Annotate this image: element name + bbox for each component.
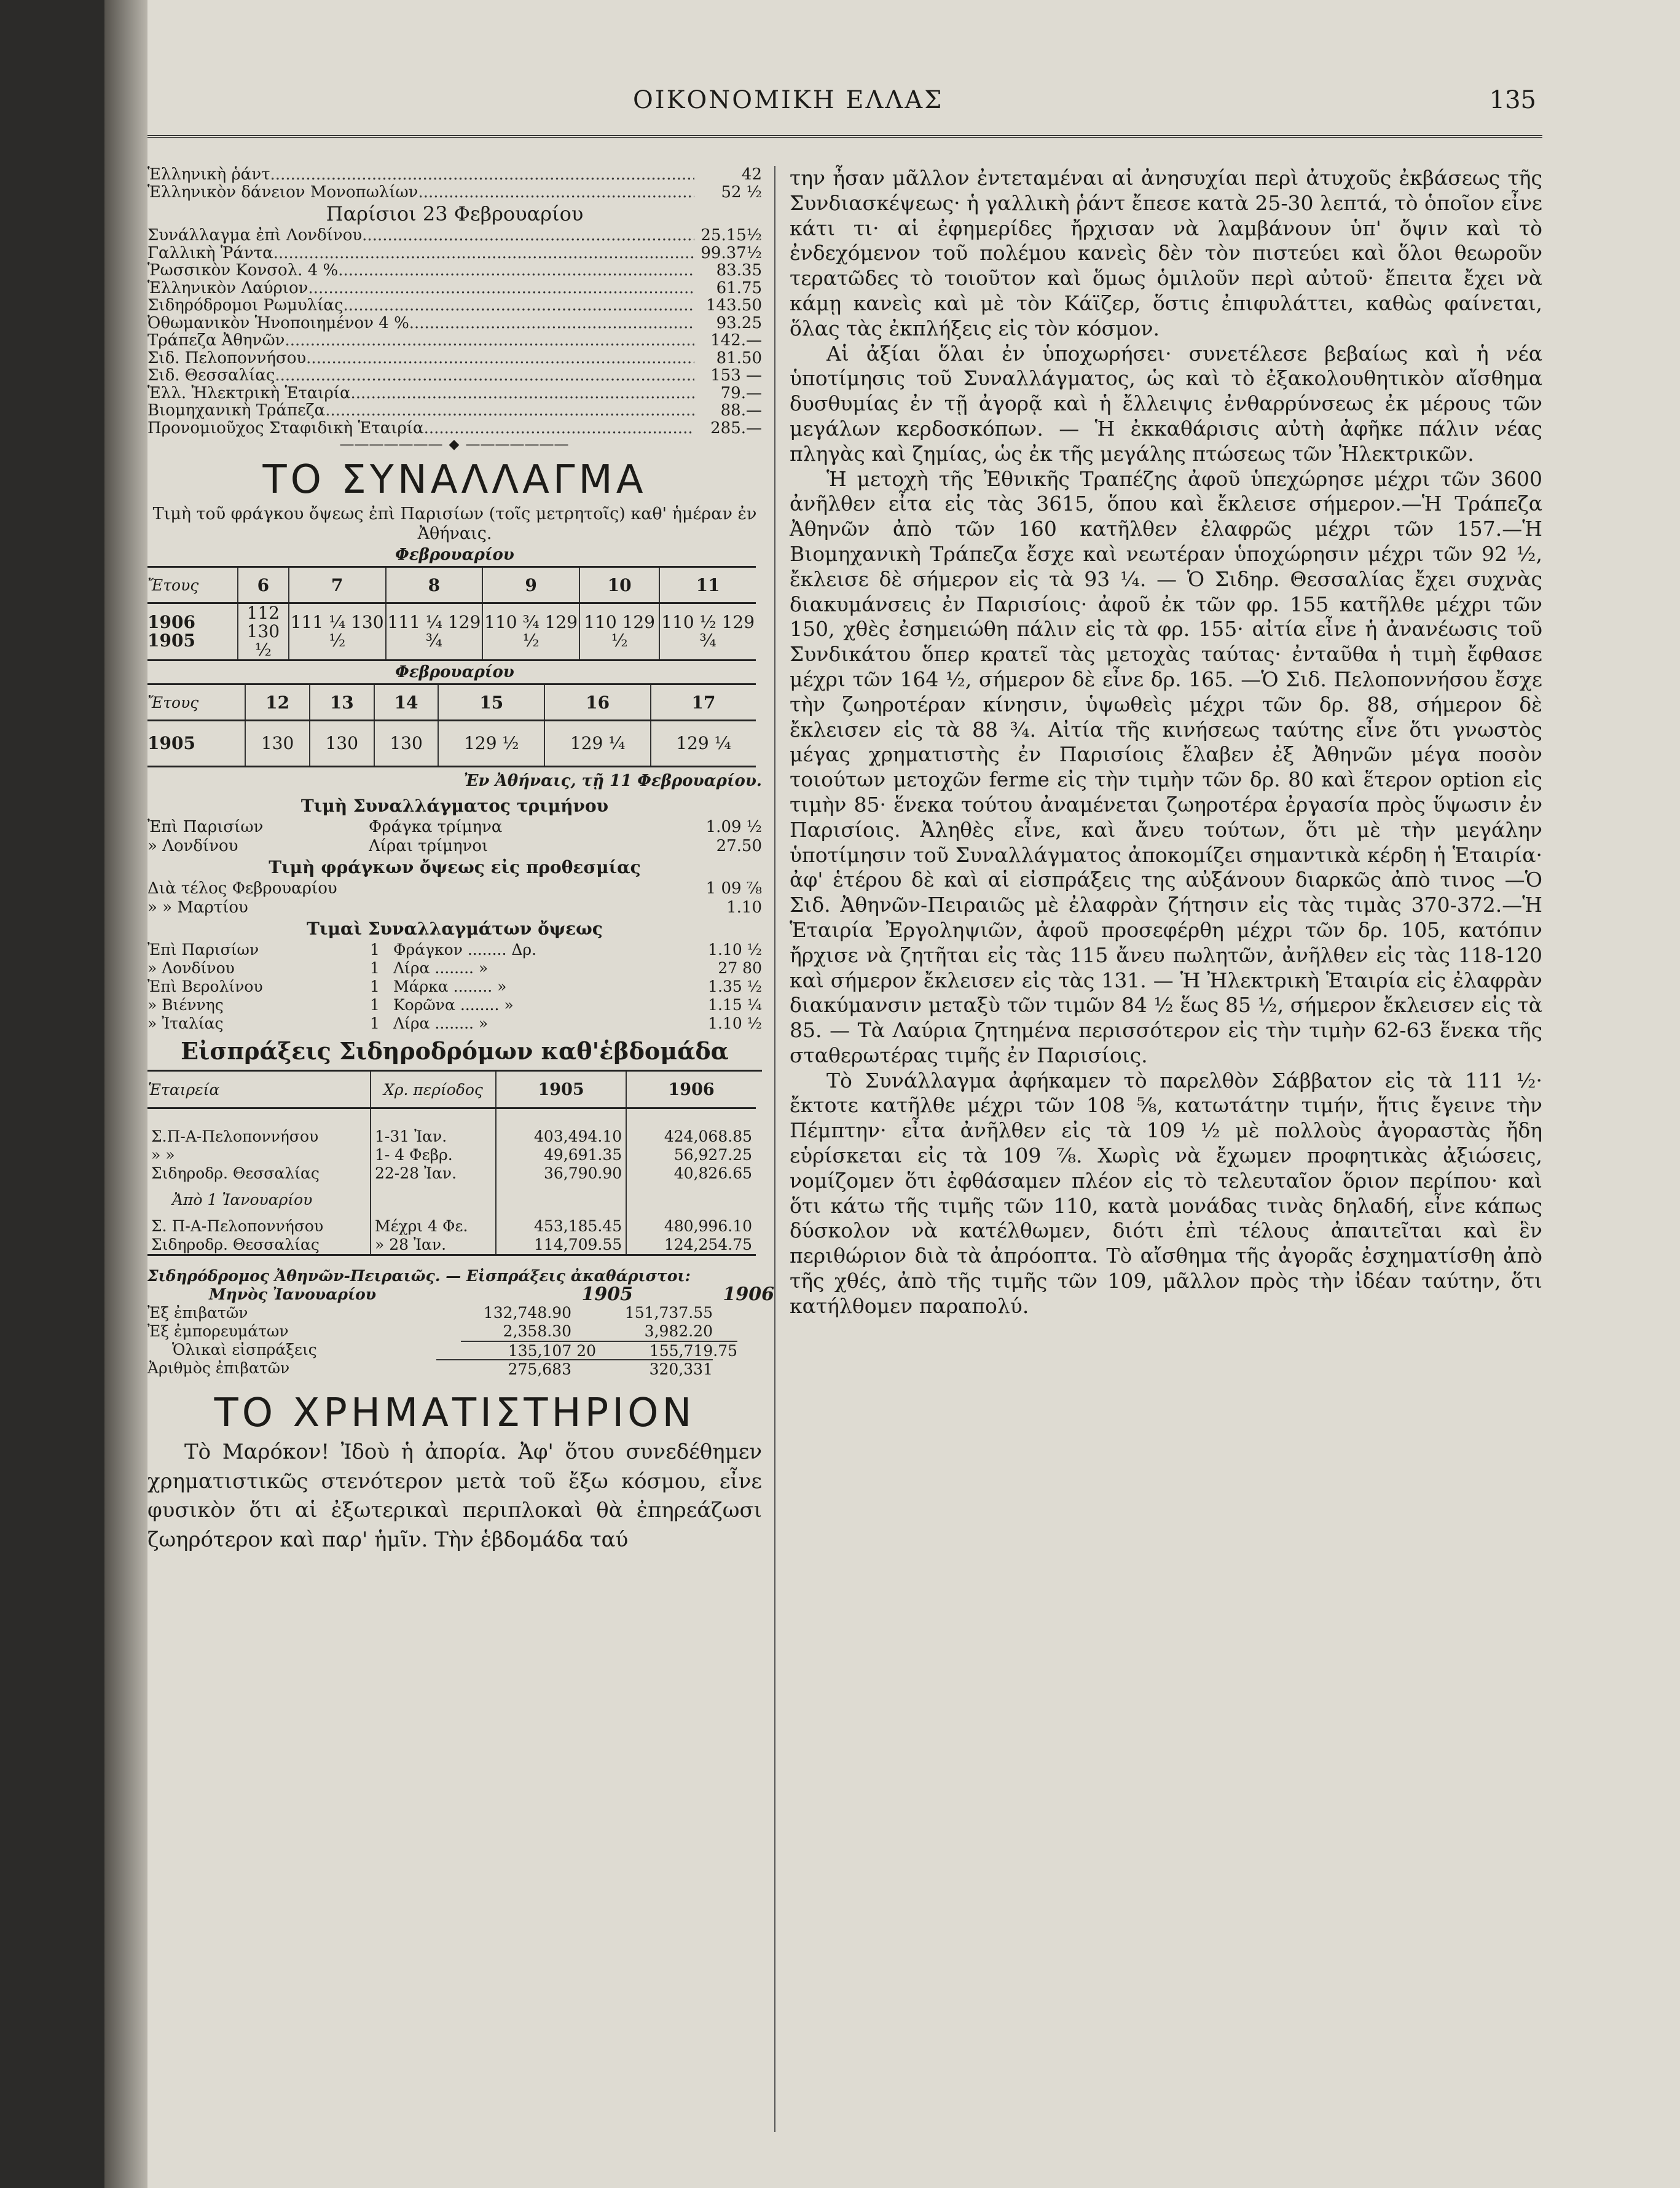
quote-row: Προνομιοῦχος Σταφιδικὴ Ἑταιρία ..... 285.— bbox=[147, 420, 762, 437]
day-header: 10 bbox=[579, 567, 659, 603]
section-title-synallagma: ΤΟ ΣΥΝΑΛΛΑΓΜΑ bbox=[262, 457, 647, 503]
quote-row: Γαλλικὴ Ῥάντα ..... 99.37½ bbox=[147, 245, 762, 262]
quote-row: Σιδ. Θεσσαλίας ..... 153 — bbox=[147, 367, 762, 385]
year-header: Ἔτους bbox=[147, 684, 245, 721]
day-header: 17 bbox=[651, 684, 756, 721]
rate-cell: 130 bbox=[374, 721, 439, 767]
quote-row: Τράπεζα Ἀθηνῶν ..... 142.— bbox=[147, 332, 762, 350]
left-column bbox=[147, 165, 774, 1555]
rate-row: » Λονδίνου 1 Λίρα ........ » 27 80 bbox=[147, 959, 762, 977]
dateline: Ἐν Ἀθήναις, τῇ 11 Φεβρουαρίου. bbox=[463, 772, 762, 790]
quote-row: Συνάλλαγμα ἐπὶ Λονδίνου ..... 25.15½ bbox=[147, 227, 762, 245]
rate-row: » Λονδίνου Λίραι τρίμηνοι 27.50 bbox=[147, 837, 762, 855]
rate-cell: 129 ½ bbox=[438, 721, 544, 767]
rate-row: » » Μαρτίου 1.10 bbox=[147, 898, 762, 917]
year-row: Μηνὸς Ἰανουαρίου 1905 1906 bbox=[209, 1284, 774, 1305]
rate-row: Ἐπὶ Παρισίων 1 Φράγκον ........ Δρ. 1.10 ½ bbox=[147, 941, 762, 959]
table-row: Ἐξ ἐπιβατῶν 132,748.90 151,737.55 bbox=[147, 1304, 713, 1322]
athens-piraeus-heading: Σιδηρόδρομος Ἀθηνῶν-Πειραιῶς. — Εἰσπράξεις ἀκαθάριστοι: bbox=[147, 1267, 691, 1285]
railway-receipts-table bbox=[147, 1072, 756, 1256]
table-row: Ἀριθμὸς ἐπιβατῶν 275,683 320,331 bbox=[147, 1359, 713, 1378]
table-row: Σιδηροδρ. Θεσσαλίας 22-28 Ἰαν. 36,790.90 40,826.65 bbox=[147, 1164, 756, 1183]
quote-row: Ἑλληνικὸν δάνειον Μονοπωλίων ..... 52 ½ bbox=[147, 184, 762, 202]
rate-cell: 111 ¼ 129 ¾ bbox=[386, 603, 483, 661]
day-header: 14 bbox=[374, 684, 439, 721]
exchange-table-1 bbox=[147, 566, 756, 661]
day-header: 8 bbox=[386, 567, 483, 603]
paris-quotes bbox=[147, 227, 762, 437]
header-rule bbox=[147, 135, 1542, 138]
col-header: 1906 bbox=[626, 1072, 756, 1108]
quote-row: Ἑλληνικὴ ῥάντ ..... 42 bbox=[147, 166, 762, 184]
table-row: Ὁλικαὶ εἰσπράξεις 135,107 20 155,719.75 bbox=[172, 1341, 737, 1360]
right-column bbox=[790, 166, 1542, 1319]
day-header: 9 bbox=[482, 567, 579, 603]
ornament-divider: ――――――― ◆ ――――――― bbox=[340, 437, 570, 452]
year-cell: 1906 1905 bbox=[147, 603, 238, 661]
quote-row: Ὀθωμανικὸν Ἡνοποιημένον 4 % ..... 93.25 bbox=[147, 315, 762, 332]
page-number: 135 bbox=[1489, 86, 1536, 114]
rate-cell: 129 ¼ bbox=[651, 721, 756, 767]
rate-row: » Ἰταλίας 1 Λίρα ........ » 1.10 ½ bbox=[147, 1014, 762, 1032]
synallagma-caption: Τιμὴ τοῦ φράγκου ὄψεως ἐπὶ Παρισίων (τοῖς μετρητοῖς) καθ' ἡμέραν ἐν Ἀθήναις. bbox=[152, 504, 757, 543]
year-cell: 1905 bbox=[147, 721, 245, 767]
rate-cell: 130 bbox=[310, 721, 374, 767]
quote-row: Ἑλληνικὸν Λαύριον ..... 61.75 bbox=[147, 280, 762, 297]
running-header bbox=[147, 86, 1536, 129]
rate-cell: 129 ¼ bbox=[544, 721, 651, 767]
day-header: 11 bbox=[659, 567, 756, 603]
paris-heading: Παρίσιοι 23 Φεβρουαρίου bbox=[326, 202, 584, 225]
year-header: Ἔτους bbox=[147, 567, 238, 603]
day-header: 7 bbox=[289, 567, 386, 603]
rate-row: Ἐπὶ Βερολίνου 1 Μάρκα ........ » 1.35 ½ bbox=[147, 978, 762, 995]
page-gutter bbox=[104, 0, 147, 2188]
quote-row: Σιδ. Πελοποννήσου ..... 81.50 bbox=[147, 350, 762, 367]
rate-row: » Βιέννης 1 Κορῶνα ........ » 1.15 ¼ bbox=[147, 996, 762, 1014]
rate-row: Διὰ τέλος Φεβρουαρίου 1 09 ⅞ bbox=[147, 879, 762, 898]
quote-row: Σιδηρόδρομοι Ρωμυλίας ..... 143.50 bbox=[147, 297, 762, 315]
body-paragraph: Τὸ Συνάλλαγμα ἀφήκαμεν τὸ παρελθὸν Σάββατον εἰς τὰ 111 ½· ἔκτοτε κατῆλθε μέχρι τῶν 108 ⅝, κατωτάτην τιμήν, ἥτις ἔγεινε τὴν Πέμπτην· εἶτα ἀνῆλθεν εἰς τὰ 109 ½ μὲ πολλοὺς ἀγοραστὰς ἤδη εὑρίσκεται εἰς τὰ 109 ⅞. Χωρὶς νὰ ἔχωμεν προφητικὰς ἀξιώσεις, νομίζομεν ὅτι ἐφθάσαμεν πλέον εἰς τὸ τελευταῖον ὅριον περίπου· καὶ ὅτι κάτω τῆς τιμῆς τῶν 110, κατὰ μονάδας τινὰς δηλαδή, εἶνε κάπως δύσκολον νὰ κατέλθωμεν, διότι ἐπὶ τέλους ἀπαιτεῖται καὶ ἓν περιθώριον διὰ τὰ ἀπρόοπτα. Τὸ αἴσθημα τῆς ἀγορᾶς ἐσχηματίσθη ἀπὸ τῆς χθές, ἀπὸ τῆς τιμῆς τῶν 109, μᾶλλον πρὸς τὴν ἰδέαν ταύτην, ὅτι κατήλθομεν παραπολύ. bbox=[790, 1068, 1542, 1318]
body-paragraph: την ἦσαν μᾶλλον ἐντεταμέναι αἱ ἀνησυχίαι περὶ ἀτυχοῦς ἐκβάσεως τῆς Συνδιασκέψεως· ἡ γαλλικὴ ῥάντ ἔπεσε κατὰ 25-30 λεπτά, τὸ ὁποῖον εἶνε κάτι τι· αἱ ἐφημερίδες ἤρχισαν νὰ λαμβάνουν ὑπ' ὄψιν καὶ τὸ ἐνδεχόμενον τοῦ πολέμου κανεὶς δὲν τὸν πιστεύει καὶ ὅλοι θεωροῦν τερατῶδες τὸ τοιοῦτον καὶ ὅμως ὁμιλοῦν περὶ αὐτοῦ· ἔπειτα ἔχει νὰ κάμῃ κανεὶς καὶ μὲ τὸν Κάϊζερ, ὅστις ἐπιφυλάττει, καθὼς φαίνεται, ὅλας τὰς ἐκπλήξεις εἰς τὸν κόσμον. bbox=[790, 166, 1542, 340]
rate-cell: 111 ¼ 130 ½ bbox=[289, 603, 386, 661]
day-header: 13 bbox=[310, 684, 374, 721]
month-label: Φεβρουαρίου bbox=[395, 663, 514, 681]
rate-cell: 112 130 ½ bbox=[238, 603, 289, 661]
table-row: Σ.Π-Α-Πελοποννήσου 1-31 Ἰαν. 403,494.10 424,068.85 bbox=[147, 1127, 756, 1146]
body-paragraph: Ἡ μετοχὴ τῆς Ἐθνικῆς Τραπέζης ἀφοῦ ὑπεχώρησε μέχρι τῶν 3600 ἀνῆλθεν εἶτα εἰς τὰς 3615, ὅπου καὶ ἔκλεισε σήμερον.—Ἡ Τράπεζα Ἀθηνῶν ἀπὸ τῶν 160 κατῆλθεν ἐλαφρῶς μέχρι τῶν 157.—Ἡ Βιομηχανικὴ Τράπεζα ἔσχε καὶ νεωτέραν ὑποχώρησιν μέχρι τῶν 92 ½, ἔκλεισε δὲ σήμερον εἰς τὰ 93 ¼. — Ὁ Σιδηρ. Θεσσαλίας ἔχει συχνὰς διακυμάνσεις ἐν Παρισίοις· ἀφοῦ ἐκ τῶν φρ. 155 κατῆλθε μέχρι τῶν 150, χθὲς ἐσημειώθη πάλιν εἰς τὰ φρ. 155· αἰτία εἶνε ἡ ἀνανέωσις τοῦ Συνδικάτου ὅπερ κρατεῖ τὰς μετοχὰς ταύτας· ἐνταῦθα ἡ τιμὴ ἔφθασε μέχρι τῶν 164 ½, σήμερον δὲ εἶνε δρ. 165. —Ὁ Σιδ. Πελοποννήσου ἔσχε τὴν ζωηροτέραν κίνησιν, ὑψωθεὶς μέχρι τῶν δρ. 88, σήμερον δὲ ἔκλεισεν εἰς τὰ 88 ¾. Αἰτία τῆς κινήσεως ταύτης εἶνε ὅτι γνωστὸς μέγας χρηματιστὴς ἐν Παρισίοις ἔλαβεν ἐξ Ἀθηνῶν μέγα ποσὸν τοιούτων μετοχῶν ferme εἰς τὴν τιμὴν τῶν δρ. 80 καὶ ἕτερον option εἰς τιμὴν 85· ἕνεκα τούτου ἀναμένεται ζωηροτέρα ἐργασία πρὸς ὕψωσιν ἐν Παρισίοις. Ἀληθὲς εἶνε, καὶ ἄνευ τούτων, ὅτι μὲ τὴν μεγάλην ὑποτίμησιν τοῦ Συναλλάγματος ἀποκομίζει σημαντικὰ κέρδη ἡ Ἑταιρία· ἀφ' ἑτέρου δὲ καὶ αἱ εἰσπράξεις της αὐξάνουν διαρκῶς ἀπὸ τινος —Ὁ Σιδ. Ἀθηνῶν-Πειραιῶς μὲ ἐλαφρὰν ζήτησιν εἰς τὰς τιμὰς 370-372.—Ἡ Ἑταιρία Ἐργοληψιῶν, ἀφοῦ προσεφέρθη μέχρι τῶν δρ. 105, κατόπιν ἤρχισε νὰ ζητῆται εἰς τὰς 115 ἄνευ πωλητῶν, ἀνῆλθεν εἰς τὰς 118-120 καὶ σήμερον ἔκλεισεν εἰς τὰς 131. — Ἡ Ἠλεκτρικὴ Ἑταιρία εἰς ἐλαφρὰν διακύμανσιν μεταξὺ τῶν τιμῶν 84 ½ ἕως 85 ½, σήμερον ἔκλεισεν εἰς τὰ 85. — Τὰ Λαύρια ζητημένα περισσότερον εἰς τὴν τιμὴν 62-63 ἕνεκα τῆς σταθερωτέρας τιμῆς ἐν Παρισίοις. bbox=[790, 466, 1542, 1067]
day-header: 6 bbox=[238, 567, 289, 603]
rate-cell: 110 ¾ 129 ½ bbox=[482, 603, 579, 661]
col-header: 1905 bbox=[496, 1072, 626, 1108]
month-label: Φεβρουαρίου bbox=[395, 546, 514, 564]
body-paragraph: Τὸ Μαρόκον! Ἰδοὺ ἡ ἀπορία. Ἀφ' ὅτου συνεδέθημεν χρηματιστικῶς στενότερον μετὰ τοῦ ἔξω κόσμου, εἶνε φυσικὸν ὅτι αἱ ἐξωτερικαὶ περιπλοκαὶ θὰ ἐπηρεάζωσι ζωηρότερον καὶ παρ' ἡμῖν. Τὴν ἑβδομάδα ταύ bbox=[147, 1440, 762, 1552]
rate-cell: 110 129 ½ bbox=[579, 603, 659, 661]
body-paragraph: Αἱ ἀξίαι ὅλαι ἐν ὑποχωρήσει· συνετέλεσε βεβαίως καὶ ἡ νέα ὑποτίμησις τοῦ Συναλλάγματος, ὡς καὶ τὸ ἐξακολουθητικὸν αἴσθημα δυσθυμίας ἐν τῇ ἀγορᾷ καὶ ἡ ἔλλειψις ἐνθαρρύνσεως ἐκ μέρους τῶν μεγάλων κερδοσκόπων. — Ἡ ἐκκαθάρισις αὐτὴ ἀφῆκε πάλιν νέας πληγὰς καὶ ζημίας, ὡς ἐκ τῆς μεγάλης πτώσεως τῶν Ἠλεκτρικῶν. bbox=[790, 341, 1542, 466]
table-row: » » 1- 4 Φεβρ. 49,691.35 56,927.25 bbox=[147, 1146, 756, 1164]
journal-title: ΟΙΚΟΝΟΜΙΚΗ ΕΛΛΑΣ bbox=[633, 86, 944, 114]
rate-row: Ἐπὶ Παρισίων Φράγκα τρίμηνα 1.09 ½ bbox=[147, 818, 762, 836]
day-header: 15 bbox=[438, 684, 544, 721]
rate-cell: 130 bbox=[245, 721, 310, 767]
table-row: Ἐξ ἐμπορευμάτων 2,358.30 3,982.20 bbox=[147, 1322, 713, 1340]
three-month-heading: Τιμὴ Συναλλάγματος τριμήνου bbox=[300, 796, 609, 816]
athens-piraeus-block bbox=[147, 1267, 774, 1378]
col-header: Χρ. περίοδος bbox=[371, 1072, 496, 1108]
exchange-table-2 bbox=[147, 683, 756, 767]
athens-quotes bbox=[147, 166, 762, 201]
section-title-chrimatistirion: ΤΟ ΧΡΗΜΑΤΙΣΤΗΡΙΟΝ bbox=[214, 1390, 696, 1436]
book-binding-shadow bbox=[0, 0, 104, 2188]
quote-row: Ἑλλ. Ἠλεκτρικὴ Ἑταιρία ..... 79.— bbox=[147, 385, 762, 402]
forward-heading: Τιμὴ φράγκων ὄψεως εἰς προθεσμίας bbox=[269, 857, 641, 877]
day-header: 12 bbox=[245, 684, 310, 721]
railway-receipts-title: Εἰσπράξεις Σιδηροδρόμων καθ'ἑβδομάδα bbox=[147, 1033, 762, 1072]
page bbox=[147, 0, 1680, 2188]
table-row: Σιδηροδρ. Θεσσαλίας » 28 Ἰαν. 114,709.55 124,254.75 bbox=[147, 1236, 756, 1255]
table-row: Σ. Π-Α-Πελοποννήσου Μέχρι 4 Φε. 453,185.45 480,996.10 bbox=[147, 1217, 756, 1236]
quote-row: Ῥωσσικὸν Κονσολ. 4 % ..... 83.35 bbox=[147, 262, 762, 280]
since-label: Ἀπὸ 1 Ἰανουαρίου bbox=[172, 1191, 313, 1209]
rate-cell: 110 ½ 129 ¾ bbox=[659, 603, 756, 661]
col-header: Ἑταιρεία bbox=[147, 1072, 371, 1108]
sight-heading: Τιμαὶ Συναλλαγμάτων ὄψεως bbox=[307, 919, 603, 939]
column-divider bbox=[774, 166, 775, 2132]
day-header: 16 bbox=[544, 684, 651, 721]
quote-row: Βιομηχανικὴ Τράπεζα ..... 88.— bbox=[147, 402, 762, 420]
